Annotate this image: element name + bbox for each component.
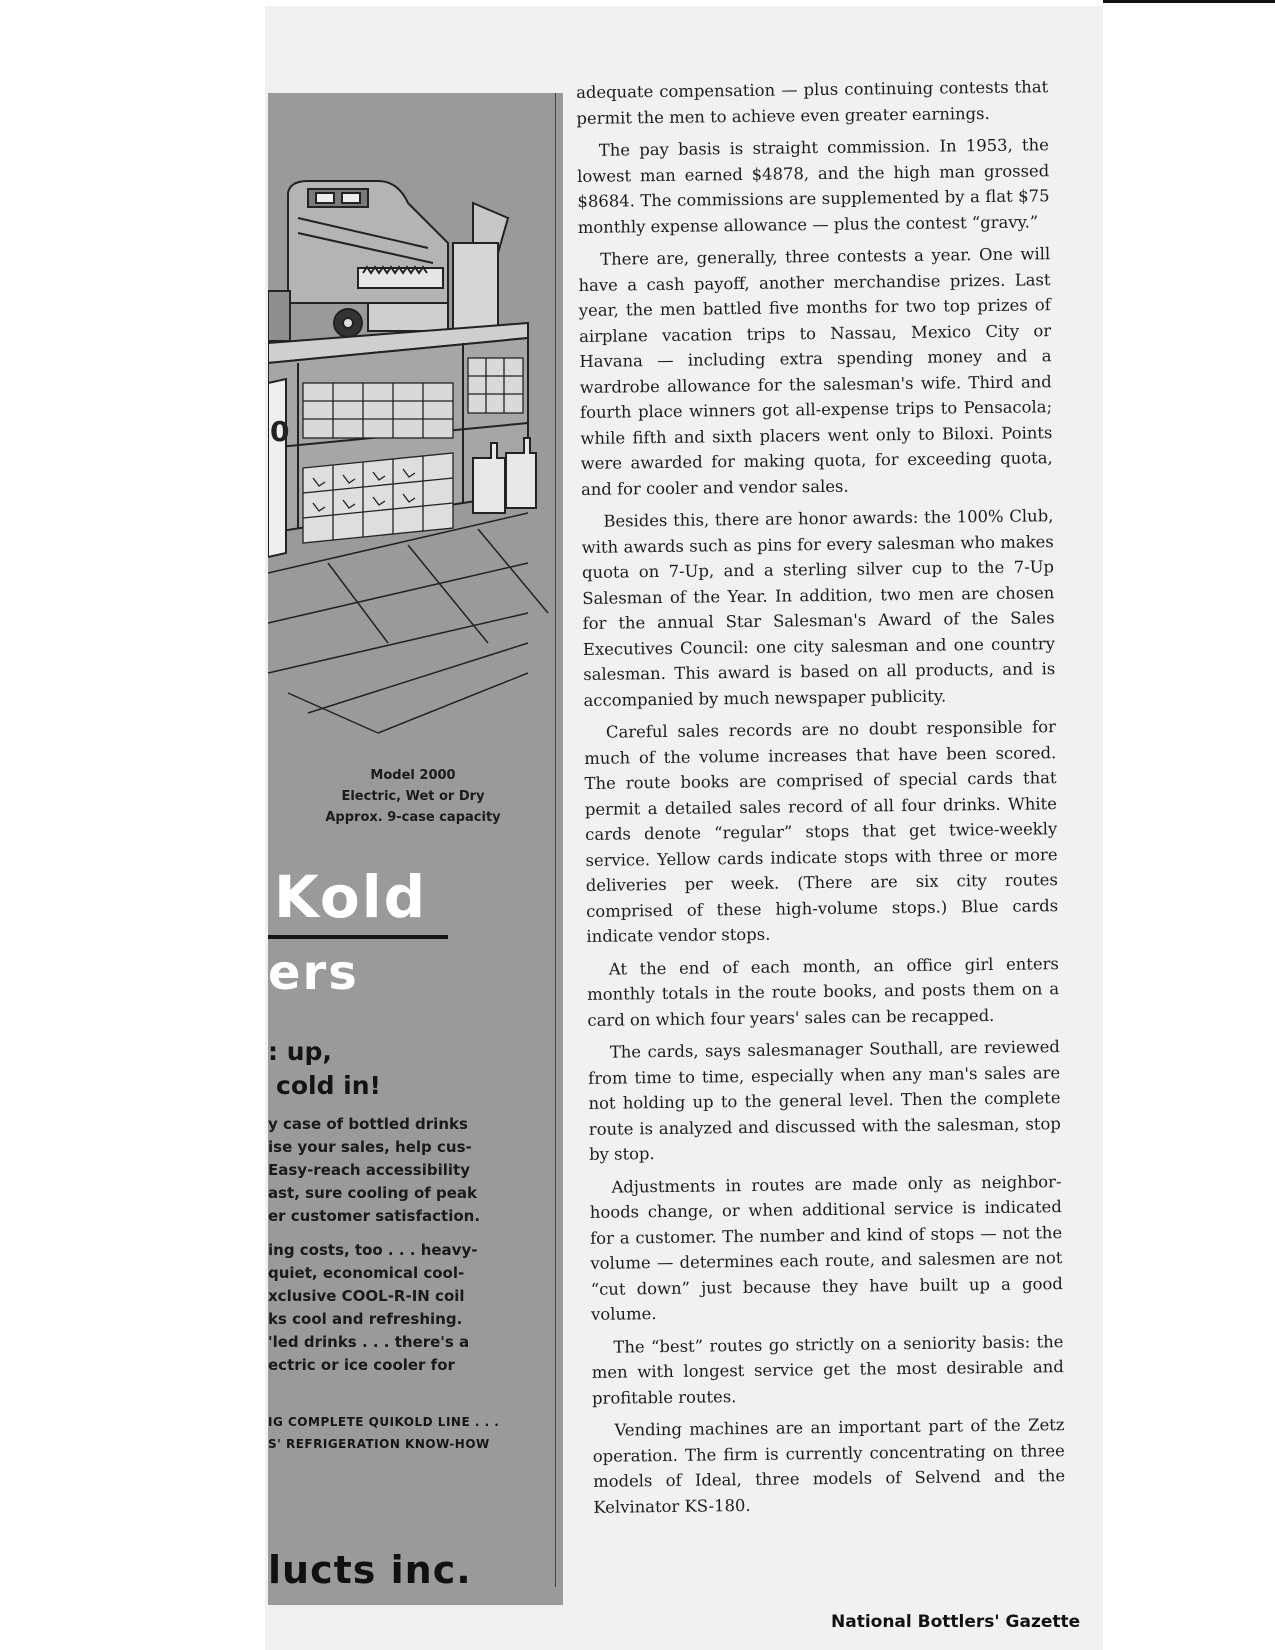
caption-capacity: Approx. 9-case capacity <box>325 810 501 825</box>
ad-body-line: ing costs, too . . . heavy- <box>268 1241 478 1259</box>
article-paragraph: There are, generally, three contests a year. One will have a cash payoff, another merchandise prizes. Last year, the men battled five months for two top prizes of airplane vacation trips to Nassau, Mexico City or Havana — including extra spending money and a wardrobe allowance for the salesman's wife. Third and fourth place winners got all-expense trips to Pensacola; while fifth and sixth placers went only to Biloxi. Points were awarded for making quota, for exceeding quota, and for cooler and vendor sales. <box>578 244 1053 499</box>
ad-body-line: ectric or ice cooler for <box>268 1356 455 1374</box>
cooler-illustration <box>268 173 563 753</box>
article-paragraph: Adjustments in routes are made only as neighborhoods change, or when additional service is indicated for a customer. The number and kind of stops — not the volume — determines each route, and salesmen are not “cut down” just because they have built up a good volume. <box>589 1171 1063 1324</box>
article-paragraph: Careful sales records are no doubt responsible for much of the volume increases that have been scored. The route books are comprised of special cards that permit a detailed sales record of all four drinks. White cards denote “regular” stops that get twice-weekly service. Yellow cards indicate stops with three or more deliveries per week. (There are six city routes comprised of these high-volume stops.) Blue cards indicate vendor stops. <box>584 717 1059 946</box>
ad-body-line: 'led drinks . . . there's a <box>268 1333 470 1351</box>
ad-body-copy <box>268 1113 480 1377</box>
article-paragraph: Besides this, there are honor awards: the 100% Club, with awards such as pins for every salesman who makes quota on 7-Up, and a sterling silver cup to the 7-Up Salesman of the Year. In addition, two men are chosen for the annual Star Salesman's Award of the Sales Executives Council: one city salesman and one country salesman. This award is based on all products, and is accompanied by much newspaper publicity. <box>581 506 1056 710</box>
ad-body-line: ise your sales, help cus- <box>268 1138 472 1156</box>
ad-tagline-line: S' REFRIGERATION KNOW-HOW <box>268 1437 490 1451</box>
article-paragraph: At the end of each month, an office girl enters monthly totals in the route books, and posts them on a card on which four years' sales can be recapped. <box>587 953 1060 1030</box>
ad-body-line: ks cool and refreshing. <box>268 1310 463 1328</box>
ad-headline-line: : up, <box>268 1037 332 1066</box>
ad-body-paragraph <box>268 1113 480 1228</box>
ad-headline-line: cold in! <box>276 1071 381 1100</box>
page-edge-rule <box>1103 0 1275 3</box>
ad-body-line: ast, sure cooling of peak <box>268 1184 478 1202</box>
brand-wordmark: Kold <box>274 863 428 931</box>
ad-body-line: quiet, economical cool- <box>268 1264 465 1282</box>
brand-wordmark-line2: ers <box>268 945 359 1001</box>
article-paragraph: Vending machines are an important part of the Zetz operation. The firm is currently concentrating on three models of Ideal, three models of Selvend and the Kelvinator KS-180. <box>592 1415 1066 1517</box>
ad-body-line: xclusive COOL-R-IN coil <box>268 1287 465 1305</box>
article-paragraph: The cards, says salesmanager Southall, are reviewed from time to time, especially when any man's sales are not holding up to the general level. Then the complete route is analyzed and discussed with the salesman, stop by stop. <box>588 1037 1061 1164</box>
article-paragraph: The pay basis is straight commission. In 1953, the lowest man earned $4878, and the high man grossed $8684. The commissions are supplemented by a flat $75 monthly expense allowance — plus the contest “gravy.” <box>577 135 1050 237</box>
ad-company-name: lucts inc. <box>268 1548 472 1592</box>
caption-model: Model 2000 <box>370 768 456 783</box>
article-paragraph: The “best” routes go strictly on a seniority basis: the men with longest service get the most desirable and profitable routes. <box>591 1331 1064 1408</box>
ad-body-line: Easy-reach accessibility <box>268 1161 470 1179</box>
ad-body-line: y case of bottled drinks <box>268 1115 468 1133</box>
cooler-advertisement <box>268 93 563 1605</box>
ad-tagline <box>268 1411 499 1455</box>
brand-underline <box>268 935 448 939</box>
ad-body-line: er customer satisfaction. <box>268 1207 481 1225</box>
svg-text:0: 0 <box>270 415 290 448</box>
ad-body-paragraph <box>268 1239 480 1377</box>
publication-footer: National Bottlers' Gazette <box>831 1612 1081 1632</box>
ad-headline <box>268 1035 381 1103</box>
caption-type: Electric, Wet or Dry <box>341 789 485 804</box>
product-caption <box>298 765 528 828</box>
article-body <box>576 74 1066 1527</box>
ad-tagline-line: IG COMPLETE QUIKOLD LINE . . . <box>268 1415 500 1429</box>
article-paragraph: adequate compensation — plus continuing contests that permit the men to achieve even greater earnings. <box>576 77 1049 128</box>
column-divider <box>555 93 556 1587</box>
